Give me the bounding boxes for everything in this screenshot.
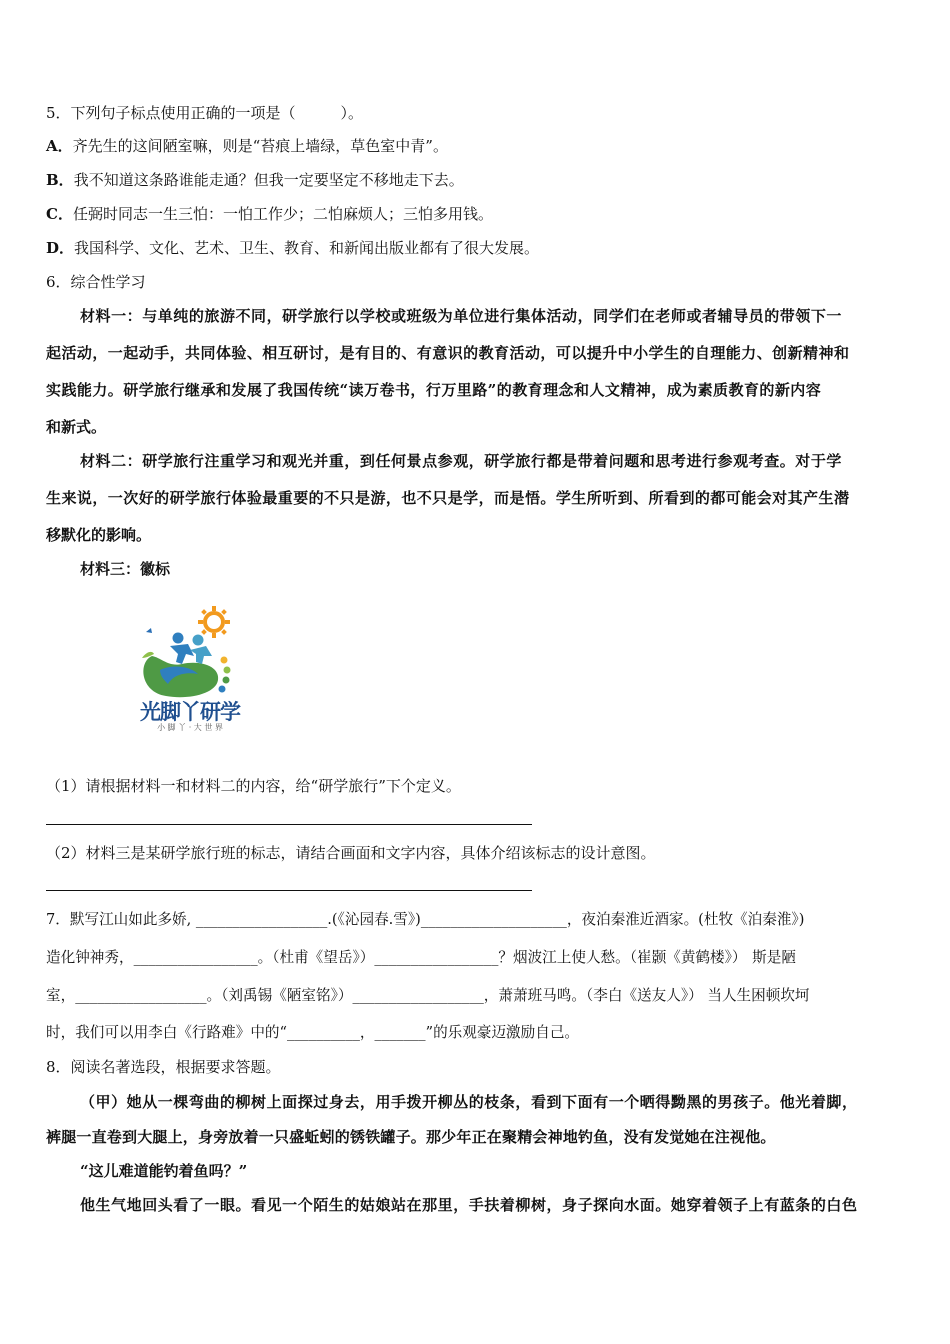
q7-line: 造化钟神秀，_________________。（杜甫《望岳》）_________________？烟波江上使人愁。（崔颢《黄鹤楼》） 斯是陋 [46, 949, 796, 966]
material2-line: 生来说，一次好的研学旅行体验最重要的不只是游，也不只是学，而是悟。学生所听到、所看到的都可能会对其产生潜 [46, 489, 850, 507]
q8-passage-line: （甲）她从一棵弯曲的柳树上面探过身去，用手拨开柳丛的枝条，看到下面有一个晒得黝黑的男孩子。他光着脚， [80, 1093, 858, 1111]
q7-line: 时，我们可以用李白《行路难》中的“__________，_______”的乐观豪迈激励自己。 [46, 1024, 580, 1041]
study-tour-logo [128, 600, 248, 740]
material1-line: 实践能力。研学旅行继承和发展了我国传统“读万卷书，行万里路”的教育理念和人文精神，成为素质教育的新内容 [46, 381, 822, 399]
q8-passage-line: 裤腿一直卷到大腿上，身旁放着一只盛蚯蚓的锈铁罐子。那少年正在聚精会神地钓鱼，没有发觉她在注视他。 [46, 1128, 776, 1146]
material2-line: 移默化的影响。 [46, 526, 152, 544]
q5-stem: 5．下列句子标点使用正确的一项是（ ）。 [46, 104, 364, 122]
q6-sub2: （2）材料三是某研学旅行班的标志，请结合画面和文字内容，具体介绍该标志的设计意图。 [46, 844, 656, 862]
q5-option-a [46, 136, 448, 156]
option-letter: A． [46, 137, 73, 155]
logo-subtitle: 小 脚 丫 · 大 世 界 [157, 723, 223, 732]
answer-line [46, 824, 532, 825]
q7-line: 室，__________________。（刘禹锡《陋室铭》）__________________，萧萧班马鸣。（李白《送友人》） 当人生困顿坎坷 [46, 987, 810, 1004]
option-text: 我不知道这条路谁能走通？但我一定要坚定不移地走下去。 [73, 171, 464, 189]
logo-title: 光脚丫研学 [140, 700, 240, 724]
option-text: 齐先生的这间陋室嘛，则是“苔痕上墙绿，草色室中青”。 [72, 137, 448, 155]
q8-passage-line: 他生气地回头看了一眼。看见一个陌生的姑娘站在那里，手扶着柳树，身子探向水面。她穿着领子上有蓝条的白色 [80, 1196, 858, 1214]
sun-icon [198, 606, 230, 638]
option-text: 我国科学、文化、艺术、卫生、教育、和新闻出版业都有了很大发展。 [74, 239, 540, 257]
option-letter: C． [46, 205, 73, 223]
option-text: 任弼时同志一生三怕：一怕工作少；二怕麻烦人；三怕多用钱。 [72, 205, 493, 223]
bird-icon [146, 628, 152, 633]
material3-label: 材料三：徽标 [80, 560, 171, 578]
q7-line: 7．默写江山如此多娇, __________________.(《沁园春.雪》)____________________，夜泊秦淮近酒家。(杜牧《泊秦淮》) [46, 911, 805, 928]
q8-quote: “这儿难道能钓着鱼吗？” [80, 1162, 248, 1180]
answer-line [46, 890, 532, 891]
option-letter: D． [46, 239, 75, 257]
q8-stem: 8．阅读名著选段，根据要求答题。 [46, 1058, 281, 1076]
footprint-emblem-icon [128, 600, 248, 710]
q6-stem: 6．综合性学习 [46, 273, 146, 291]
q5-option-c [46, 204, 493, 224]
q5-option-b [46, 170, 464, 190]
q5-option-d [46, 238, 539, 258]
material2-line: 材料二：研学旅行注重学习和观光并重，到任何景点参观，研学旅行都是带着问题和思考进行参观考查。对于学 [80, 452, 842, 470]
material1-line: 起活动，一起动手，共同体验、相互研讨，是有目的、有意识的教育活动，可以提升中小学生的自理能力、创新精神和 [46, 344, 850, 362]
material1-line: 和新式。 [46, 418, 107, 436]
material1-line: 材料一：与单纯的旅游不同，研学旅行以学校或班级为单位进行集体活动，同学们在老师或者辅导员的带领下一 [80, 307, 842, 325]
q6-sub1: （1）请根据材料一和材料二的内容，给“研学旅行”下个定义。 [46, 777, 461, 795]
option-letter: B． [46, 171, 74, 189]
